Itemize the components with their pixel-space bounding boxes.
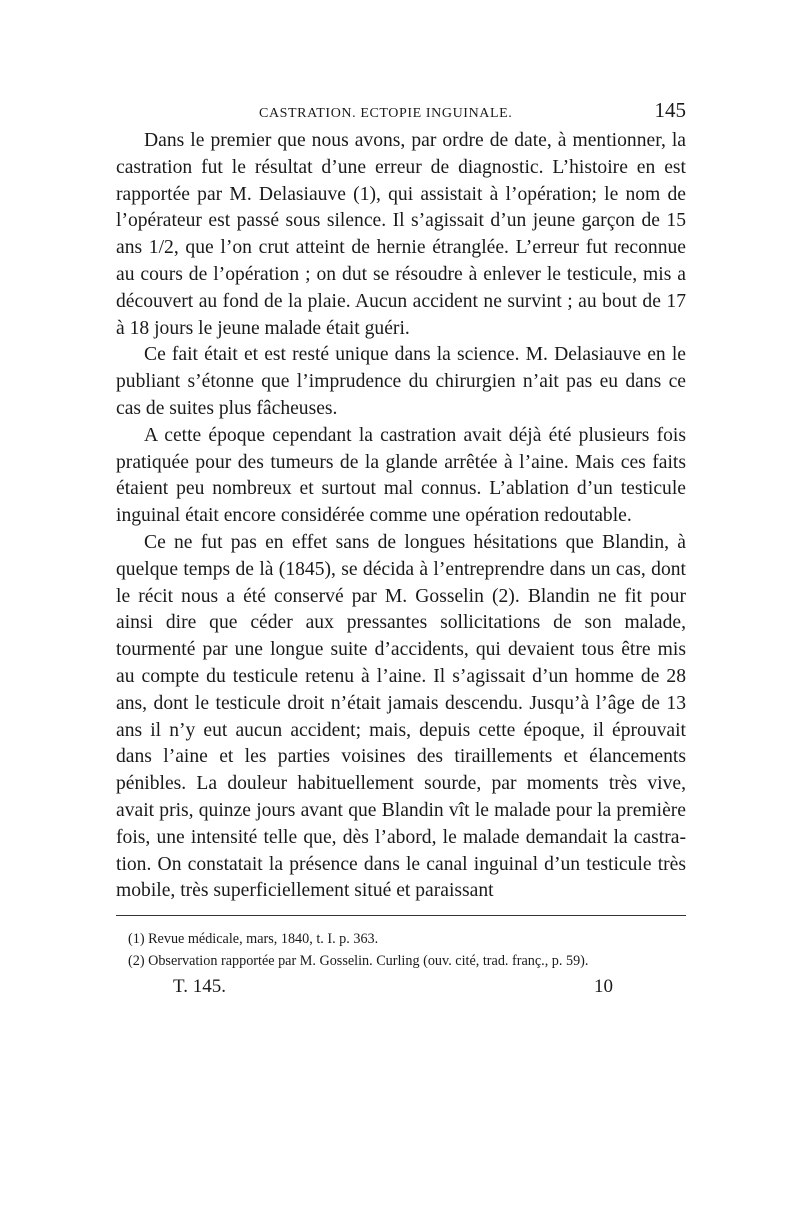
page-number: 145 — [654, 98, 686, 122]
paragraph-1: Dans le premier que nous avons, par ordre de date, à mentionner, la castration fut le résultat d’une erreur de diagnostic. L’histoire en est rapportée par M. Delasiauve (1), qui assistait à l’opération; le nom de l’opérateur est passé sous silence. Il s’agissait d’un jeune garçon de 15 ans 1/2, que l’on crut atteint de hernie étranglée. L’erreur fut reconnue au cours de l’opération ; on dut se résoudre à enlever le testicule, mis a découvert au fond de la plaie. Aucun accident ne survint ; au bout de 17 à 18 jours le jeune malade était guéri. — [116, 130, 686, 339]
page-header — [116, 98, 686, 128]
signature-number: 10 — [594, 976, 613, 998]
book-page — [116, 98, 686, 1002]
body-text — [116, 128, 686, 905]
signature-line — [116, 976, 686, 1002]
signature-mark: T. 145. — [173, 976, 226, 998]
footnote-1: (1) Revue médicale, mars, 1840, t. I. p. 363. — [128, 931, 379, 948]
footnote-2: (2) Observation rapportée par M. Gosselin. Curling (ouv. cité, trad. franç., p. 59). — [128, 953, 589, 970]
paragraph-4: Ce ne fut pas en effet sans de longues hésitations que Blandin, à quelque temps de là (1845), se décida à l’entreprendre dans un cas, dont le récit nous a été conservé par M. Gosselin (2). Blandin ne fit pour ainsi dire que céder aux pressantes sollicitations de son malade, tourmenté par une longue suite d’accidents, qui devaient tous être mis au compte du testicule retenu à l’aine. Il s’agissait d’un homme de 28 ans, dont le testicule droit n’était jamais descendu. Jusqu’à l’âge de 13 ans il n’y eut aucun accident; mais, depuis cette époque, il éprouvait dans l’aine et les parties voisines des tiraillements et élancements pénibles. La douleur habituellement sourde, par moments très vive, avait pris, quinze jours avant que Blandin vît le malade pour la première fois, une intensité telle que, dès l’abord, le malade demandait la castration. On constatait la présence dans le canal inguinal d’un testicule très mobile, très superficiellement situé et paraissant — [116, 531, 686, 902]
paragraph-3: A cette époque cependant la castration avait déjà été plusieurs fois pratiquée pour des tumeurs de la glande arrêtée à l’aine. Mais ces faits étaient peu nombreux et surtout mal connus. L’ablation d’un testicule inguinal était encore considérée comme une opération redoutable. — [116, 424, 686, 527]
footnotes — [116, 928, 686, 972]
footnote-divider — [116, 915, 686, 916]
running-head: CASTRATION. ECTOPIE INGUINALE. — [259, 106, 513, 121]
paragraph-2: Ce fait était et est resté unique dans la science. M. Delasiauve en le publiant s’étonne que l’imprudence du chirurgien n’ait pas eu dans ce cas de suites plus fâcheuses. — [116, 344, 686, 419]
